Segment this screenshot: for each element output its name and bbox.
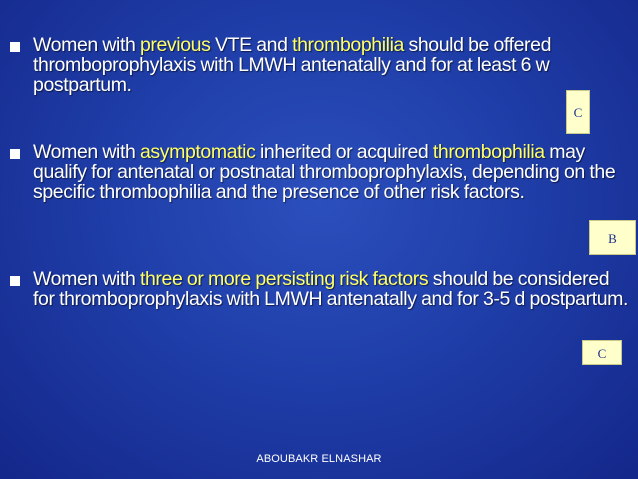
text-segment: Women with [33,141,140,163]
evidence-grade-badge: C [582,340,622,365]
square-bullet-icon [10,276,20,286]
evidence-grade-badge: B [589,220,636,255]
bullet-text [33,269,633,309]
highlighted-term: previous [139,34,211,56]
evidence-grade-badge: C [566,90,590,134]
text-segment: Women with [33,268,140,290]
highlighted-term: asymptomatic [139,141,256,163]
text-segment: should be considered for thromboprophylaxis with LMWH antenatally and for 3-5 d postpartum. [33,268,629,310]
text-segment: VTE and [210,34,293,56]
text-segment: may qualify for antenatal or postnatal thromboprophylaxis, depending on the specific thrombophilia and the presence of other risk factors. [33,141,616,203]
text-segment: inherited or acquired [255,141,433,163]
square-bullet-icon [10,42,20,52]
highlighted-term: three or more persisting risk factors [139,268,429,290]
highlighted-term: thrombophilia [432,141,545,163]
square-bullet-icon [10,149,20,159]
highlighted-term: thrombophilia [292,34,404,56]
text-segment: Women with [33,34,140,56]
footer-author: ABOUBAKR ELNASHAR [256,453,382,465]
text-segment: should be offered thromboprophylaxis with LMWH antenatally and for at least 6 w postpartum. [33,34,552,96]
bullet-text [33,142,633,202]
bullet-text [33,35,633,95]
